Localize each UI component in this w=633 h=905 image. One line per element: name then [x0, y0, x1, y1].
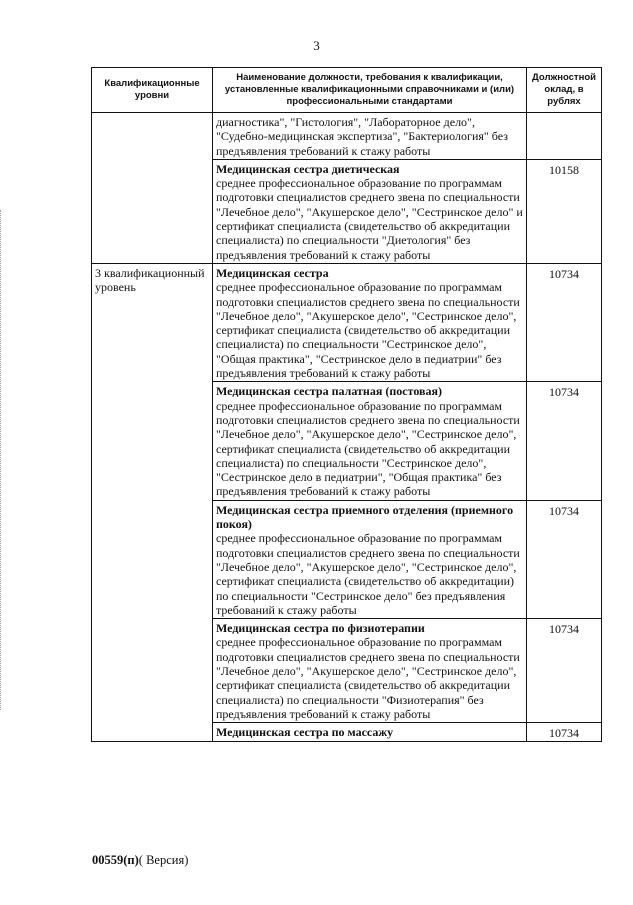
- level-cell-empty: [92, 500, 213, 618]
- level-cell-empty: [92, 382, 213, 500]
- document-code: 00559(п): [92, 853, 139, 867]
- header-level: Квалификационные уровни: [92, 68, 213, 113]
- page-number: 3: [313, 38, 320, 53]
- table-row: [92, 263, 602, 381]
- header-salary: Должностной оклад, в рублях: [527, 68, 602, 113]
- level-cell-empty: [92, 113, 213, 160]
- table-row: [92, 159, 602, 263]
- position-cell: [213, 500, 527, 618]
- document-version: ( Версия): [138, 853, 189, 867]
- salary-cell-empty: [527, 113, 602, 160]
- continuation-text: диагностика", "Гистология", "Лабораторное дело", "Судебно-медицинская экспертиза", "Бактериология" без предъявления требований к стажу работы: [216, 115, 508, 158]
- table-row: [92, 113, 602, 160]
- table-row: [92, 500, 602, 618]
- position-title: Медицинская сестра палатная (постовая): [216, 384, 442, 399]
- position-title: Медицинская сестра по физиотерапии: [216, 621, 425, 636]
- qualification-table: [91, 67, 602, 742]
- level-cell: 3 квалификационный уровень: [92, 263, 213, 381]
- position-cell: [213, 159, 527, 263]
- level-cell-empty: [92, 619, 213, 723]
- table-row: [92, 619, 602, 723]
- table-header-row: [92, 68, 602, 113]
- header-position: Наименование должности, требования к квалификации, установленные квалификационными справочниками и (или) профессиональными стандартами: [213, 68, 527, 113]
- position-cell: [213, 113, 527, 160]
- salary-cell: 10734: [527, 382, 602, 500]
- table-row: [92, 723, 602, 742]
- position-cell: [213, 723, 527, 742]
- salary-cell: 10734: [527, 263, 602, 381]
- table-row: [92, 382, 602, 500]
- position-requirements: среднее профессиональное образование по программам подготовки специалистов среднего звена по специальности "Лечебное дело", "Акушерское дело", "Сестринское дело", сертификат специалиста (свидетельство об аккредитации специалиста) по специальности "Сестринское дело", "Сестринское дело в педиатрии", "Общая практика" без предъявления требований к стажу работы: [216, 398, 520, 499]
- position-title: Медицинская сестра диетическая: [216, 161, 400, 176]
- position-requirements: среднее профессиональное образование по программам подготовки специалистов среднего звена по специальности "Лечебное дело", "Акушерское дело", "Сестринское дело", сертификат специалиста (свидетельство об аккредитации специалиста) по специальности "Физиотерапия" без предъявления требований к стажу работы: [216, 635, 520, 721]
- position-cell: [213, 619, 527, 723]
- position-title: Медицинская сестра приемного отделения (приемного покоя): [216, 502, 514, 532]
- position-requirements: среднее профессиональное образование по программам подготовки специалистов среднего звена по специальности "Лечебное дело", "Акушерское дело", "Сестринское дело", сертификат специалиста (свидетельство об аккредитации специалиста) по специальности "Сестринское дело", "Общая практика", "Сестринское дело в педиатрии" без предъявления требований к стажу работы: [216, 280, 520, 381]
- salary-cell: 10734: [527, 723, 602, 742]
- document-footer: [92, 853, 188, 868]
- salary-cell: 10734: [527, 619, 602, 723]
- salary-cell: 10734: [527, 500, 602, 618]
- position-title: Медицинская сестра: [216, 265, 329, 280]
- position-title: Медицинская сестра по массажу: [216, 725, 394, 740]
- position-requirements: среднее профессиональное образование по программам подготовки специалистов среднего звена по специальности "Лечебное дело", "Акушерское дело", "Сестринское дело" и сертификат специалиста (свидетельство об аккредитации специалиста) по специальности "Диетология" без предъявления требований к стажу работы: [216, 176, 523, 262]
- position-cell: [213, 263, 527, 381]
- scan-fold-mark: [0, 210, 3, 710]
- position-requirements: среднее профессиональное образование по программам подготовки специалистов среднего звена по специальности "Лечебное дело", "Акушерское дело", "Сестринское дело", сертификат специалиста (свидетельство об аккредитации) по специальности "Сестринское дело" без предъявления требований к стажу работы: [216, 531, 520, 617]
- salary-cell: 10158: [527, 159, 602, 263]
- level-cell-empty: [92, 723, 213, 742]
- position-cell: [213, 382, 527, 500]
- level-cell-empty: [92, 159, 213, 263]
